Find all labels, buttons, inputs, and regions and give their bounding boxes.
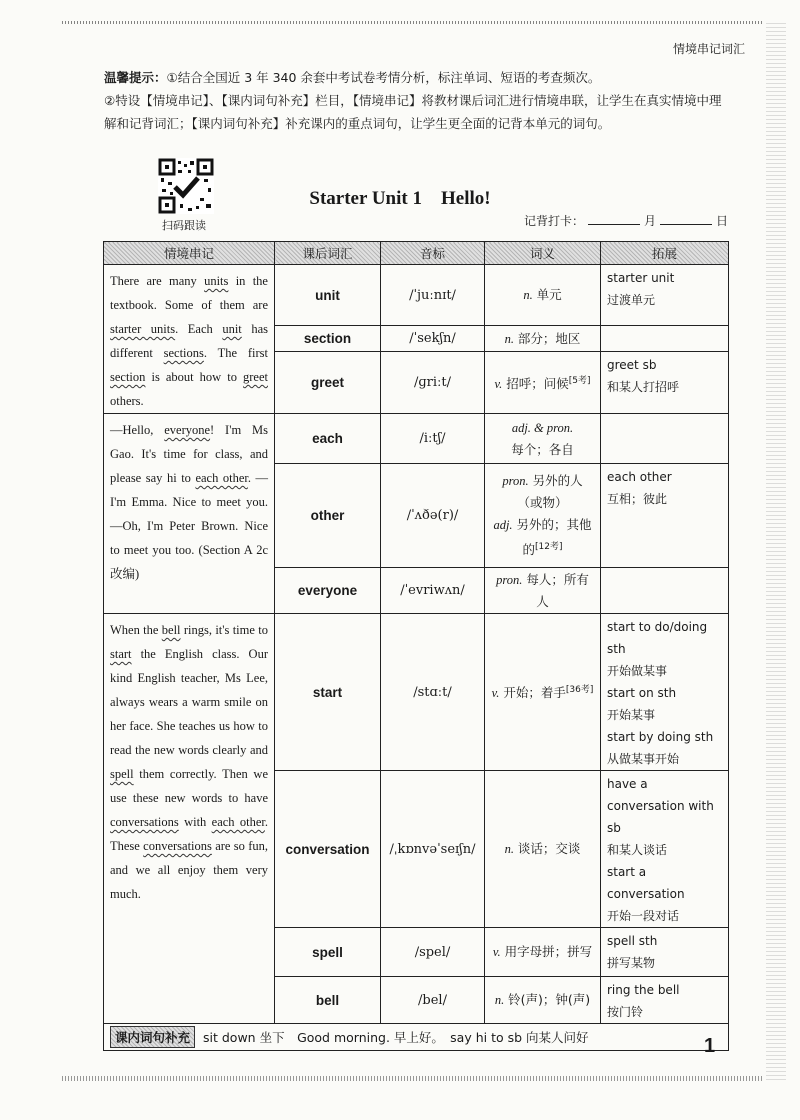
vocab-table — [103, 241, 729, 1051]
word-cell: greet — [275, 352, 381, 414]
meaning-cell: n. 铃(声)；钟(声) — [485, 977, 601, 1024]
extension-cell: each other 互相；彼此 — [601, 464, 729, 568]
frequency-badge: [12考] — [535, 541, 563, 552]
word-cell: conversation — [275, 771, 381, 928]
meaning-cell: pron. 每人；所有人 — [485, 568, 601, 614]
checkin-label: 记背打卡： — [523, 214, 584, 228]
table-row — [104, 265, 729, 326]
checkin-line — [524, 212, 728, 229]
meaning-cell: v. 开始；着手[36考] — [485, 614, 601, 771]
col-header-story: 情境串记 — [104, 242, 275, 265]
story-cell-2: —Hello, everyone! I'm Ms Gao. It's time for class, and please say hi to each other. —I'm Emma. Nice to meet you. —Oh, I'm Peter Brown. Nice to meet you too. (Section A 2c 改编) — [104, 414, 275, 614]
ipa-cell: /ɡriːt/ — [381, 352, 485, 414]
table-row — [104, 614, 729, 771]
word-cell: unit — [275, 265, 381, 326]
col-header-meaning: 词义 — [485, 242, 601, 265]
extension-cell: ring the bell 按门铃 — [601, 977, 729, 1024]
meaning-cell: pron. 另外的人（或物） adj. 另外的；其他的[12考] — [485, 464, 601, 568]
extension-cell: greet sb 和某人打招呼 — [601, 352, 729, 414]
ipa-cell: /ˈjuːnɪt/ — [381, 265, 485, 326]
supplement-label: 课内词句补充 — [110, 1026, 195, 1048]
word-cell: section — [275, 326, 381, 352]
ipa-cell: /iːtʃ/ — [381, 414, 485, 464]
word-cell: start — [275, 614, 381, 771]
word-cell: bell — [275, 977, 381, 1024]
ipa-cell: /stɑːt/ — [381, 614, 485, 771]
supplement-cell — [104, 1024, 729, 1051]
meaning-cell: n. 谈话；交谈 — [485, 771, 601, 928]
tips-block — [104, 66, 724, 135]
table-header-row — [104, 242, 729, 265]
section-header: 情境串记词汇 — [672, 42, 745, 56]
month-label: 月 — [643, 214, 656, 228]
day-label: 日 — [715, 214, 728, 228]
meaning-cell: adj. & pron. 每个；各自 — [485, 414, 601, 464]
tips-label: 温馨提示： — [104, 70, 167, 85]
word-cell: spell — [275, 928, 381, 977]
scan-edge — [766, 20, 786, 1080]
col-header-ipa: 音标 — [381, 242, 485, 265]
extension-cell: starter unit 过渡单元 — [601, 265, 729, 326]
supplement-text: sit down 坐下 Good morning. 早上好。 say hi to sb 向某人问好 — [203, 1030, 589, 1045]
tips-line-1: ①结合全国近 3 年 340 余套中考试卷考情分析，标注单词、短语的考查频次。 — [166, 70, 601, 85]
ipa-cell: /bel/ — [381, 977, 485, 1024]
extension-cell: have a conversation with sb 和某人谈话 start a conversation 开始一段对话 — [601, 771, 729, 928]
meaning-cell: v. 用字母拼；拼写 — [485, 928, 601, 977]
day-blank[interactable] — [660, 212, 712, 225]
extension-cell: start to do/doing sth 开始做某事 start on sth 开始某事 start by doing sth 从做某事开始 — [601, 614, 729, 771]
supplement-row — [104, 1024, 729, 1051]
story-cell-3: When the bell rings, it's time to start the English class. Our kind English teacher, Ms Lee, always wears a warm smile on her face. She teaches us how to read the new words clearly and spell them correctly. Then we use these new words to have conversations with each other. These conversations are so fun, and we all enjoy them very much. — [104, 614, 275, 1024]
ipa-cell: /spel/ — [381, 928, 485, 977]
top-border — [62, 21, 762, 24]
ipa-cell: /ˈsekʃn/ — [381, 326, 485, 352]
ipa-cell: /ˈevriwʌn/ — [381, 568, 485, 614]
word-cell: each — [275, 414, 381, 464]
extension-cell — [601, 414, 729, 464]
tips-line-2: ②特设【情境串记】、【课内词句补充】栏目，【情境串记】将教材课后词汇进行情境串联，让学生在真实情境中理解和记背词汇；【课内词句补充】补充课内的重点词句，让学生更全面的记背本单元的词句。 — [104, 93, 722, 131]
unit-title: Starter Unit 1 Hello! — [309, 188, 491, 209]
ipa-cell: /ˈʌðə(r)/ — [381, 464, 485, 568]
meaning-cell: n. 单元 — [485, 265, 601, 326]
word-cell: everyone — [275, 568, 381, 614]
ipa-cell: /ˌkɒnvəˈseɪʃn/ — [381, 771, 485, 928]
frequency-badge: [5考] — [568, 375, 591, 386]
word-cell: other — [275, 464, 381, 568]
meaning-cell: n. 部分；地区 — [485, 326, 601, 352]
bottom-border — [62, 1076, 762, 1081]
qr-label: 扫码跟读 — [162, 219, 206, 232]
col-header-word: 课后词汇 — [275, 242, 381, 265]
col-header-extension: 拓展 — [601, 242, 729, 265]
extension-cell: spell sth 拼写某物 — [601, 928, 729, 977]
story-cell-1: There are many units in the textbook. Some of them are starter units. Each unit has different sections. The first section is about how to greet others. — [104, 265, 275, 414]
table-row — [104, 414, 729, 464]
extension-cell — [601, 326, 729, 352]
month-blank[interactable] — [588, 212, 640, 225]
frequency-badge: [36考] — [565, 685, 594, 696]
page-number: 1 — [704, 1035, 716, 1057]
extension-cell — [601, 568, 729, 614]
meaning-cell: v. 招呼；问候[5考] — [485, 352, 601, 414]
